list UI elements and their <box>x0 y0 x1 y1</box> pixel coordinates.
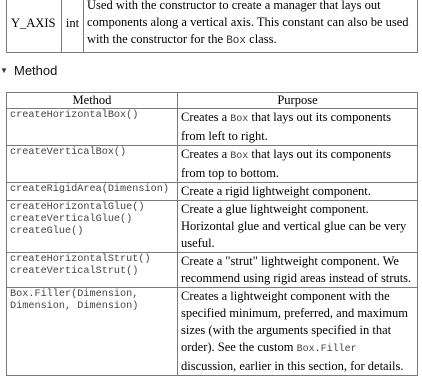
column-header-method: Method <box>7 93 178 109</box>
method-cell: Box.Filler(Dimension, Dimension, Dimension) <box>7 288 178 376</box>
inline-code: Box <box>230 114 249 125</box>
table-row <box>7 253 418 288</box>
table-row <box>7 146 418 183</box>
method-section-heading[interactable] <box>0 62 57 78</box>
method-cell: createHorizontalStrut() createVerticalStrut() <box>7 253 178 288</box>
purpose-cell: Create a glue lightweight component. Horizontal glue and vertical glue can be very useful. <box>178 201 418 253</box>
table-row <box>7 288 418 376</box>
constants-table <box>6 0 418 53</box>
inline-code: Box.Filler <box>296 344 357 355</box>
table-row <box>7 0 418 53</box>
purpose-cell: Create a "strut" lightweight component. We recommend using rigid areas instead of struts. <box>178 253 418 288</box>
triangle-down-icon[interactable]: ▼ <box>0 65 8 75</box>
inline-code: Box <box>226 35 247 47</box>
purpose-cell: Create a rigid lightweight component. <box>178 183 418 201</box>
column-header-purpose: Purpose <box>178 93 418 109</box>
purpose-cell: Creates a Box that lays out its components from top to bottom. <box>178 146 418 183</box>
table-row <box>7 109 418 146</box>
section-title: Method <box>14 62 58 78</box>
table-row <box>7 183 418 201</box>
method-table <box>6 92 418 376</box>
method-cell: createHorizontalGlue() createVerticalGlue() createGlue() <box>7 201 178 253</box>
constant-name: Y_AXIS <box>7 0 62 53</box>
method-cell: createHorizontalBox() <box>7 109 178 146</box>
constant-description: Used with the constructor to create a manager that lays out components along a vertical axis. This constant can also be used with the constructor for the Box class. <box>84 0 418 53</box>
inline-code: Box <box>230 151 249 162</box>
constant-type: int <box>62 0 84 53</box>
table-header-row <box>7 93 418 109</box>
purpose-cell: Creates a lightweight component with the specified minimum, preferred, and maximum sizes (with the arguments specified in that order). See the custom Box.Filler discussion, earlier in this section, for details. <box>178 288 418 376</box>
table-row <box>7 201 418 253</box>
method-cell: createVerticalBox() <box>7 146 178 183</box>
purpose-cell: Creates a Box that lays out its components from left to right. <box>178 109 418 146</box>
method-cell: createRigidArea(Dimension) <box>7 183 178 201</box>
